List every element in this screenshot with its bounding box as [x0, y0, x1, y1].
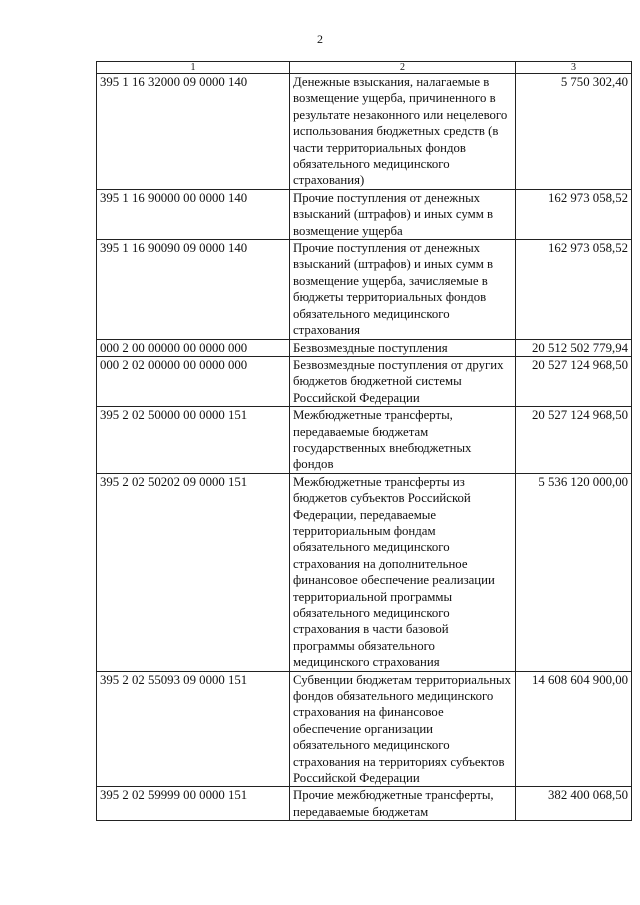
revenue-name: Прочие межбюджетные трансферты, передаваемые бюджетам — [290, 787, 516, 821]
revenue-name: Прочие поступления от денежных взысканий (штрафов) и иных сумм в возмещение ущерба, зачисляемые в бюджеты территориальных фондов обязательного медицинского страхования — [290, 240, 516, 339]
budget-revenue-table — [96, 61, 632, 821]
budget-code: 000 2 02 00000 00 0000 000 — [97, 356, 290, 406]
budget-code: 395 2 02 50000 00 0000 151 — [97, 407, 290, 474]
budget-code: 395 2 02 59999 00 0000 151 — [97, 787, 290, 821]
table-header-row — [97, 62, 632, 74]
revenue-name: Безвозмездные поступления от других бюджетов бюджетной системы Российской Федерации — [290, 356, 516, 406]
amount: 382 400 068,50 — [516, 787, 632, 821]
column-header-3: 3 — [516, 62, 632, 74]
budget-code: 395 2 02 50202 09 0000 151 — [97, 473, 290, 671]
amount: 20 527 124 968,50 — [516, 407, 632, 474]
budget-code: 395 1 16 90000 00 0000 140 — [97, 189, 290, 239]
table-row — [97, 339, 632, 356]
table-row — [97, 356, 632, 406]
column-header-1: 1 — [97, 62, 290, 74]
table-row — [97, 671, 632, 787]
table-row — [97, 407, 632, 474]
revenue-name: Субвенции бюджетам территориальных фондов обязательного медицинского страхования на финансовое обеспечение организации обязательного медицинского страхования на территориях субъектов Российской Федерации — [290, 671, 516, 787]
amount: 20 512 502 779,94 — [516, 339, 632, 356]
amount: 162 973 058,52 — [516, 189, 632, 239]
amount: 5 750 302,40 — [516, 74, 632, 190]
table-row — [97, 74, 632, 190]
table-row — [97, 473, 632, 671]
budget-code: 395 2 02 55093 09 0000 151 — [97, 671, 290, 787]
revenue-name: Безвозмездные поступления — [290, 339, 516, 356]
amount: 5 536 120 000,00 — [516, 473, 632, 671]
budget-code: 000 2 00 00000 00 0000 000 — [97, 339, 290, 356]
amount: 20 527 124 968,50 — [516, 356, 632, 406]
table-row — [97, 240, 632, 339]
table-row — [97, 787, 632, 821]
column-header-2: 2 — [290, 62, 516, 74]
revenue-name: Межбюджетные трансферты, передаваемые бюджетам государственных внебюджетных фондов — [290, 407, 516, 474]
budget-code: 395 1 16 90090 09 0000 140 — [97, 240, 290, 339]
amount: 162 973 058,52 — [516, 240, 632, 339]
revenue-name: Прочие поступления от денежных взысканий (штрафов) и иных сумм в возмещение ущерба — [290, 189, 516, 239]
revenue-name: Денежные взыскания, налагаемые в возмещение ущерба, причиненного в результате незаконного или нецелевого использования бюджетных средств (в части территориальных фондов обязательного медицинского страхования) — [290, 74, 516, 190]
budget-code: 395 1 16 32000 09 0000 140 — [97, 74, 290, 190]
revenue-name: Межбюджетные трансферты из бюджетов субъектов Российской Федерации, передаваемые территориальным фондам обязательного медицинского страхования на дополнительное финансовое обеспечение реализации территориальной программы обязательного медицинского страхования в части базовой программы обязательного медицинского страхования — [290, 473, 516, 671]
table-row — [97, 189, 632, 239]
page-number: 2 — [317, 32, 323, 46]
amount: 14 608 604 900,00 — [516, 671, 632, 787]
